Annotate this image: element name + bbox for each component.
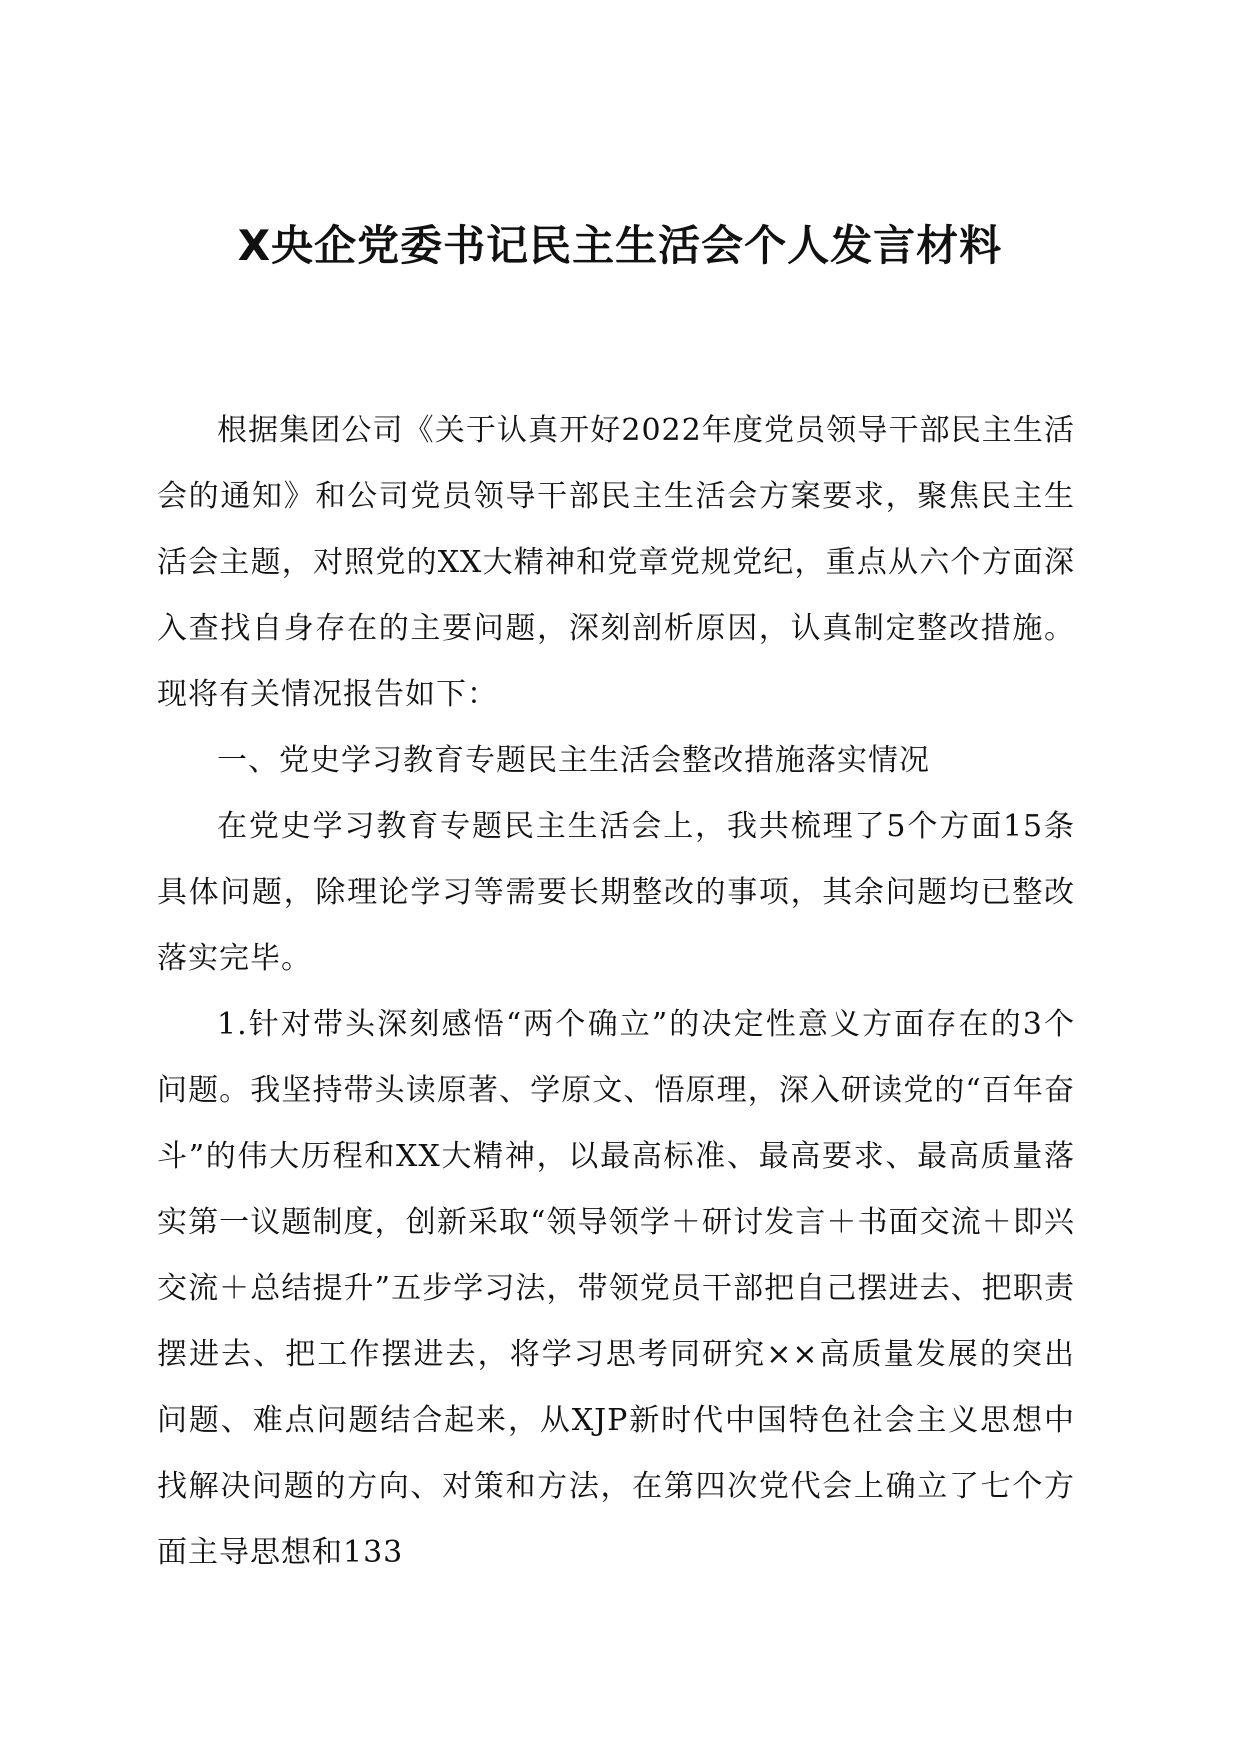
summary-paragraph: 在党史学习教育专题民主生活会上，我共梳理了5个方面15条具体问题，除理论学习等需要长期整改的事项，其余问题均已整改落实完毕。 <box>157 809 1075 976</box>
section-heading: 一、党史学习教育专题民主生活会整改措施落实情况 <box>217 743 930 778</box>
item-1-paragraph: 1.针对带头深刻感悟“两个确立”的决定性意义方面存在的3个问题。我坚持带头读原著、学原文、悟原理，深入研读党的“百年奋斗”的伟大历程和XX大精神，以最高标准、最高要求、最高质量落实第一议题制度，创新采取“领导领学＋研讨发言＋书面交流＋即兴交流＋总结提升”五步学习法，带领党员干部把自己摆进去、把职责摆进去、把工作摆进去，将学习思考同研究××高质量发展的突出问题、难点问题结合起来，从XJP新时代中国特色社会主义思想中找解决问题的方向、对策和方法，在第四次党代会上确立了七个方面主导思想和133 <box>157 1007 1075 1570</box>
document-title: X央企党委书记民主生活会个人发言材料 <box>237 221 1003 270</box>
document-body <box>157 398 1075 1586</box>
intro-paragraph: 根据集团公司《关于认真开好2022年度党员领导干部民主生活会的通知》和公司党员领导干部民主生活会方案要求，聚焦民主生活会主题，对照党的XX大精神和党章党规党纪，重点从六个方面深入查找自身存在的主要问题，深刻剖析原因，认真制定整改措施。现将有关情况报告如下： <box>157 413 1075 712</box>
